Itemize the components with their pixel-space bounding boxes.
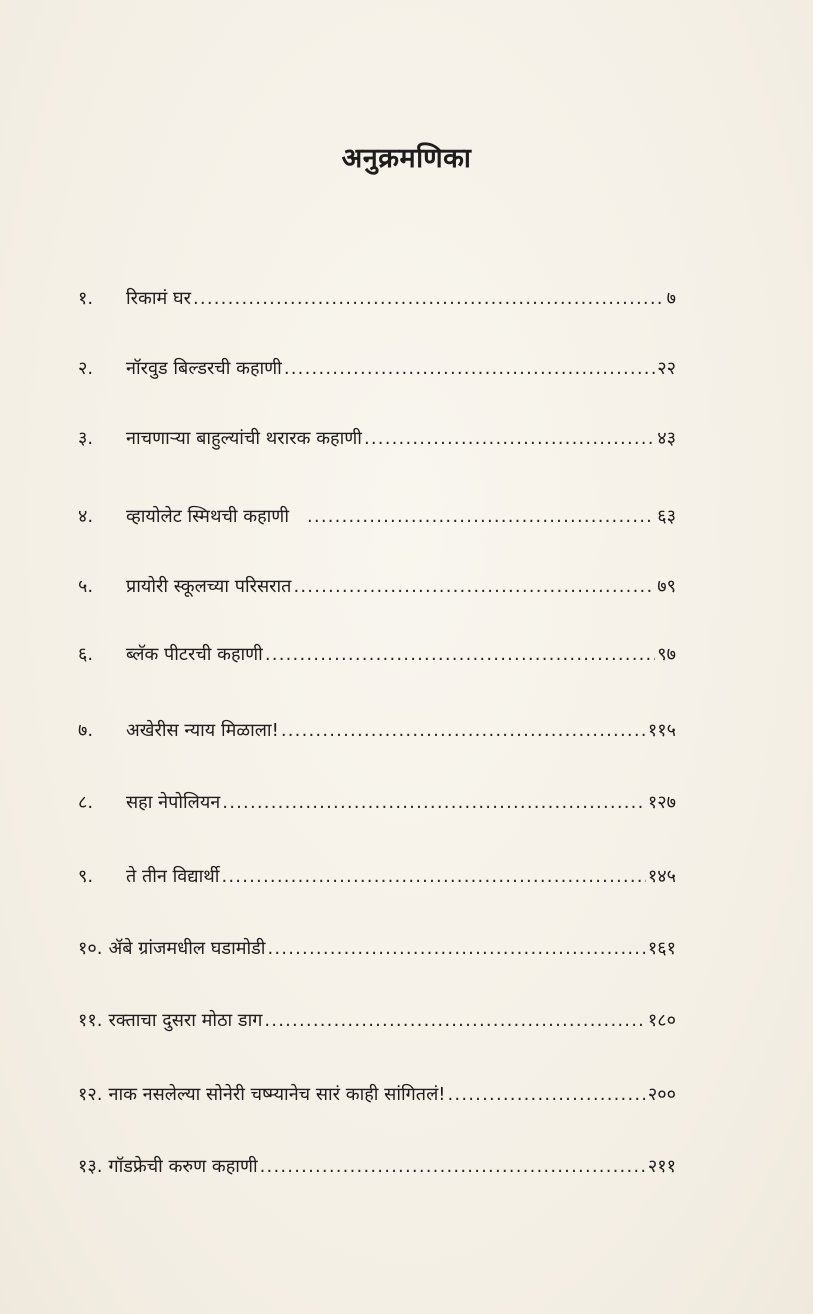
toc-entry [78, 574, 676, 598]
entry-page-number: ७ [666, 288, 676, 309]
entry-number: ९. [78, 866, 94, 887]
toc-entry [78, 1008, 676, 1032]
entry-number: १. [78, 288, 94, 309]
entry-title: ब्लॅक पीटरची कहाणी [126, 644, 263, 665]
dot-leader [267, 938, 645, 959]
toc-entry [78, 790, 676, 814]
dot-leader [264, 1010, 646, 1031]
entry-title: रिकामं घर [126, 288, 191, 309]
entry-title: नाचणाऱ्या बाहुल्यांची थरारक कहाणी [126, 428, 362, 449]
entry-title: नाक नसलेल्या सोनेरी चष्म्यानेच सारं काही सांगितलं! [108, 1084, 446, 1105]
toc-entry [78, 504, 676, 528]
entry-page-number: १६१ [647, 938, 676, 959]
entry-title: व्हायोलेट स्मिथची कहाणी [126, 506, 289, 527]
entry-title: अखेरीस न्याय मिळाला! [126, 720, 279, 741]
toc-entry [78, 936, 676, 960]
entry-number: १३. [78, 1156, 103, 1177]
dot-leader [265, 644, 655, 665]
entry-page-number: १२७ [647, 792, 676, 813]
page-title: अनुक्रमणिका [341, 143, 472, 174]
entry-title: गॉडफ्रेची करुण कहाणी [108, 1156, 258, 1177]
entry-number: ४. [78, 506, 94, 527]
toc-entry [78, 718, 676, 742]
entry-number: ५. [78, 576, 94, 597]
dot-leader [364, 428, 655, 449]
dot-leader [221, 866, 645, 887]
entry-number: ६. [78, 644, 94, 665]
entry-number: १२. [78, 1084, 103, 1105]
entry-title: सहा नेपोलियन [126, 792, 221, 813]
toc-entry [78, 1082, 676, 1106]
entry-number: २. [78, 358, 94, 379]
dot-leader [307, 506, 655, 527]
entry-page-number: १८० [647, 1010, 676, 1031]
entry-number: ११. [78, 1010, 103, 1031]
entry-title: रक्ताचा दुसरा मोठा डाग [108, 1010, 263, 1031]
entry-page-number: २०० [647, 1084, 676, 1105]
dot-leader [193, 288, 665, 309]
entry-page-number: २२ [657, 358, 676, 379]
toc-entry [78, 1154, 676, 1178]
dot-leader [284, 358, 655, 379]
entry-number: ८. [78, 792, 94, 813]
entry-number: ७. [78, 720, 94, 741]
entry-title: ते तीन विद्यार्थी [126, 866, 220, 887]
entry-title: ॲबे ग्रांजमधील घडामोडी [108, 938, 266, 959]
dot-leader [260, 1156, 646, 1177]
toc-entry [78, 286, 676, 310]
entry-page-number: ९७ [657, 644, 676, 665]
toc-entry [78, 426, 676, 450]
entry-page-number: ७९ [657, 576, 676, 597]
dot-leader [293, 576, 655, 597]
entry-page-number: २११ [647, 1156, 676, 1177]
entry-number: १०. [78, 938, 103, 959]
toc-entry [78, 864, 676, 888]
dot-leader [222, 792, 646, 813]
toc-entry [78, 356, 676, 380]
entry-title: प्रायोरी स्कूलच्या परिसरात [126, 576, 292, 597]
dot-leader [281, 720, 646, 741]
dot-leader [448, 1084, 646, 1105]
entry-title: नॉरवुड बिल्डरची कहाणी [126, 358, 282, 379]
entry-page-number: ११५ [647, 720, 676, 741]
entry-page-number: ४३ [657, 428, 676, 449]
toc-entry [78, 642, 676, 666]
entry-page-number: १४५ [647, 866, 676, 887]
entry-number: ३. [78, 428, 94, 449]
entry-page-number: ६३ [657, 506, 676, 527]
